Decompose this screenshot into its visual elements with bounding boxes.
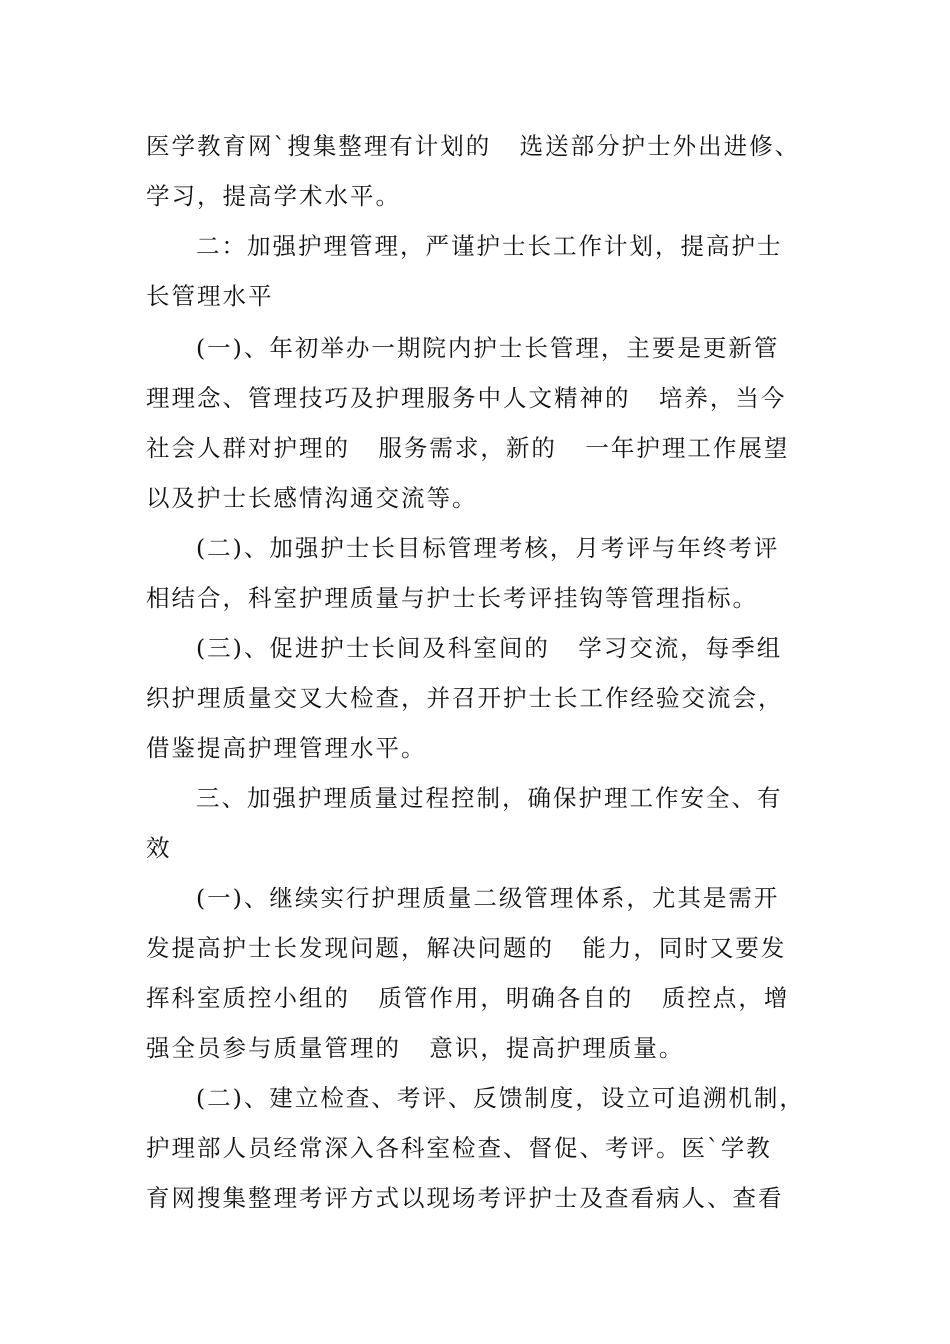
text-line: 理理念、管理技巧及护理服务中人文精神的 培养，当今	[146, 384, 787, 412]
section-heading-cont: 效	[146, 834, 172, 862]
text-line: (二)、加强护士长目标管理考核，月考评与年终考评	[196, 534, 780, 562]
text-line: 社会人群对护理的 服务需求，新的 一年护理工作展望	[146, 434, 790, 462]
text-line: (三)、促进护士长间及科室间的 学习交流，每季组	[196, 634, 783, 662]
text-line: 医学教育网`搜集整理有计划的 选送部分护士外出进修、	[146, 132, 801, 160]
text-line: 相结合，科室护理质量与护士长考评挂钩等管理指标。	[146, 584, 758, 612]
text-line: (二)、建立检查、考评、反馈制度，设立可追溯机制，	[196, 1084, 805, 1112]
section-heading-cont: 长管理水平	[146, 282, 274, 310]
text-line: (一)、年初举办一期院内护士长管理，主要是更新管	[196, 334, 780, 362]
text-line: 强全员参与质量管理的 意识，提高护理质量。	[146, 1034, 685, 1062]
text-line: 织护理质量交叉大检查，并召开护士长工作经验交流会，	[146, 684, 784, 712]
section-heading: 二：加强护理管理，严谨护士长工作计划，提高护士	[196, 232, 783, 260]
text-line: 借鉴提高护理管理水平。	[146, 734, 427, 762]
text-line: 发提高护士长发现问题，解决问题的 能力，同时又要发	[146, 934, 787, 962]
text-line: (一)、继续实行护理质量二级管理体系，尤其是需开	[196, 884, 780, 912]
text-line: 以及护士长感情沟通交流等。	[146, 484, 478, 512]
section-heading: 三、加强护理质量过程控制，确保护理工作安全、有	[196, 784, 783, 812]
text-line: 护理部人员经常深入各科室检查、督促、考评。医`学教	[146, 1134, 772, 1162]
text-line: 挥科室质控小组的 质管作用，明确各自的 质控点，增	[146, 984, 790, 1012]
text-line: 育网搜集整理考评方式以现场考评护士及查看病人、查看	[146, 1184, 784, 1212]
text-line: 学习，提高学术水平。	[146, 182, 401, 210]
